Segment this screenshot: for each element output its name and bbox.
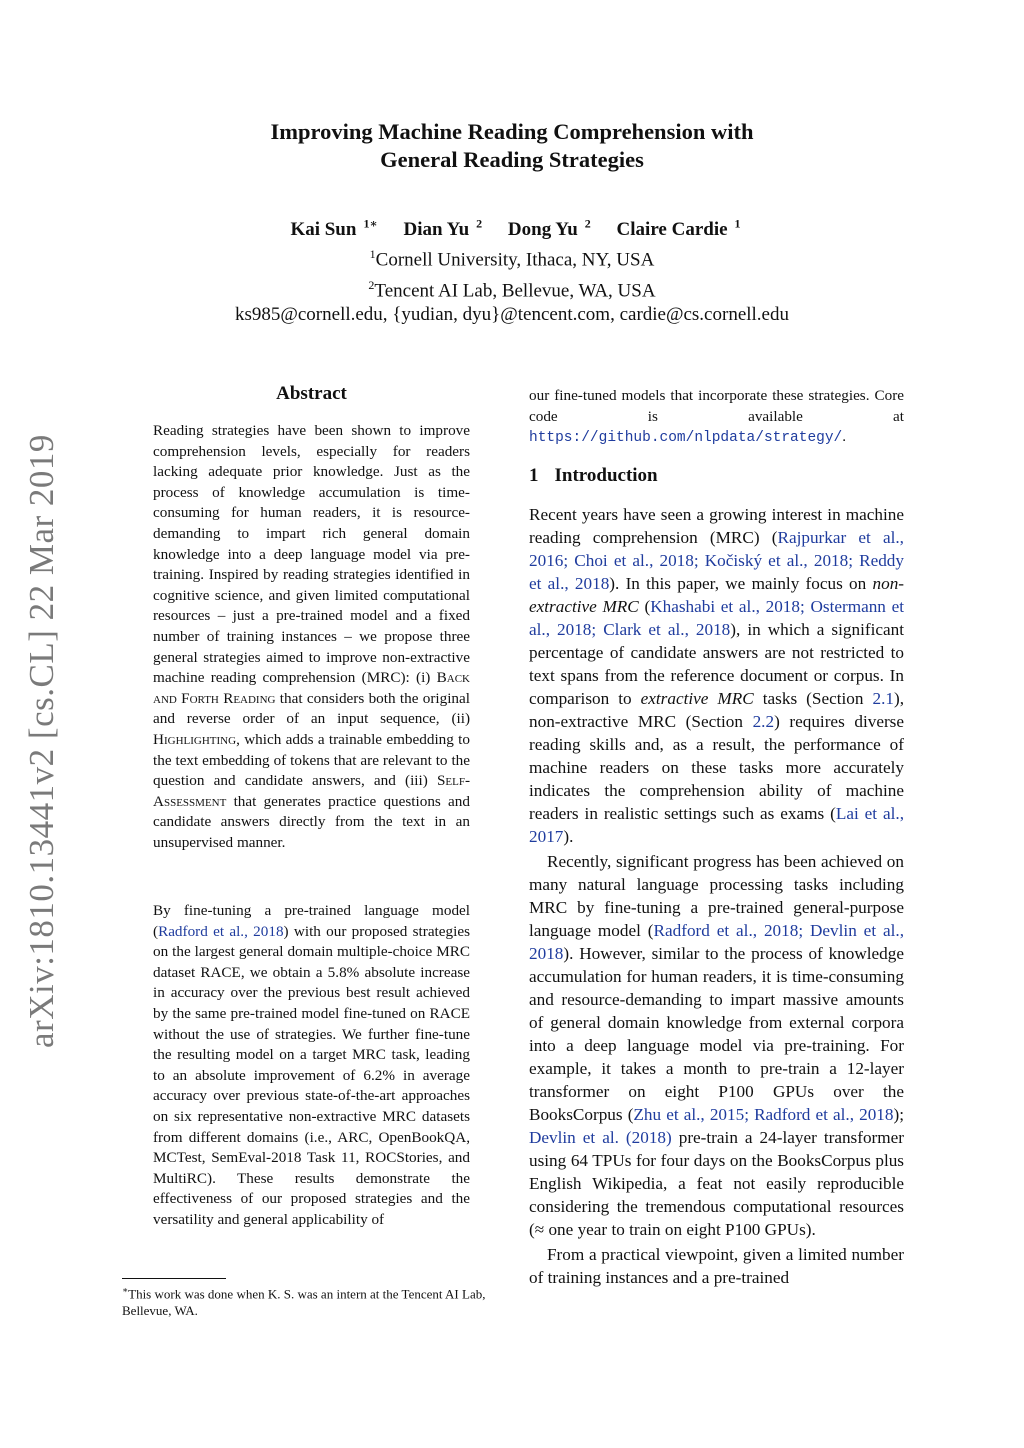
section-ref-link[interactable]: 2.1 [872, 689, 894, 708]
title-line-1: Improving Machine Reading Comprehension with [270, 119, 754, 144]
intro-paragraph-1: Recent years have seen a growing interest in machine reading comprehension (MRC) (Rajpurkar et al., 2016; Choi et al., 2018; Kočiský et al., 2018; Reddy et al., 2018). In this paper, we mainly focus on non-extractive MRC (Khashabi et al., 2018; Ostermann et al., 2018; Clark et al., 2018), in which a significant percentage of candidate answers are not restricted to text spans from the reference document or corpus. In comparison to extractive MRC tasks (Section 2.1), non-extractive MRC (Section 2.2) requires diverse reading skills and, as a result, the performance of machine readers on these tasks more accurately indicates the comprehension ability of machine readers in realistic settings such as exams (Lai et al., 2017). [529, 505, 905, 846]
intro-paragraph-2: Recently, significant progress has been achieved on many natural language processing tasks including MRC by fine-tuning a pre-trained general-purpose language model (Radford et al., 2018; Devlin et al., 2018). However, similar to the process of knowledge accumulation for human readers, it is time-consuming and resource-demanding to impart massive amounts of general domain knowledge from external corpora into a deep language model via pre-training. For example, it takes a month to pre-train a 12-layer transformer on eight P100 GPUs over the BooksCorpus (Zhu et al., 2015; Radford et al., 2018); Devlin et al. (2018) pre-train a 24-layer transformer using 64 TPUs for four days on the BooksCorpus plus English Wikipedia, a feat not easily reproducible considering the tremendous computational resources (≈ one year to train on eight P100 GPUs). [529, 852, 904, 1239]
affiliation-2: $^2$Tencent AI Lab, Bellevue, WA, USA [368, 277, 656, 301]
abstract-body-part-2 [153, 901, 470, 1231]
citation-link[interactable]: Zhu et al., 2015; Radford et al., 2018 [633, 1105, 894, 1124]
citation-link[interactable]: Rajpurkar et al., 2016; Choi et al., 2018; Kočiský et al., 2018; Reddy et al., 2018 [529, 528, 904, 593]
abstract-continuation: our fine-tuned models that incorporate these strategies. Core code is available at https://github.com/nlpdata/strategy/. [529, 387, 904, 447]
author-affiliation-mark: 1∗ [363, 217, 378, 231]
abstract-heading: Abstract [276, 383, 347, 404]
strategy-name: Highlighting [153, 730, 237, 748]
author-name: Dong Yu [507, 219, 578, 241]
intro-paragraph-3: From a practical viewpoint, given a limited number of training instances and a pre-trained [529, 1245, 904, 1287]
citation-link[interactable]: Devlin et al. (2018) [529, 1128, 672, 1147]
introduction-body [529, 503, 904, 1289]
citation-link[interactable]: Radford et al., 2018 [158, 922, 284, 940]
footnote: ∗This work was done when K. S. was an intern at the Tencent AI Lab, Bellevue, WA. [122, 1285, 486, 1319]
author-emails: ks985@cornell.edu, {yudian, dyu}@tencent.com, cardie@cs.cornell.edu [234, 303, 789, 325]
author-affiliation-mark: 2 [584, 217, 591, 231]
arxiv-identifier: arXiv:1810.13441v2 [cs.CL] 22 Mar 2019 [22, 434, 61, 1048]
title-line-2: General Reading Strategies [380, 147, 644, 172]
citation-link[interactable]: Lai et al., 2017 [529, 804, 904, 846]
affiliation-1: $^1$Cornell University, Ithaca, NY, USA [369, 247, 655, 271]
author-block [0, 212, 1024, 327]
strategy-name: Back and Forth Reading [153, 669, 470, 707]
code-url-link[interactable]: https://github.com/nlpdata/strategy/ [529, 430, 843, 447]
section-ref-link[interactable]: 2.2 [752, 712, 775, 731]
footnote-rule [122, 1278, 226, 1279]
paper-title [0, 118, 1024, 174]
abstract-paragraph-2: By fine-tuning a pre-trained language model (Radford et al., 2018) with our proposed strategies on the largest general domain multiple-choice MRC dataset RACE, we obtain a 5.8% absolute increase in accuracy over the previous best result achieved by the same pre-trained model fine-tuned on RACE without the use of strategies. We further fine-tune the resulting model on a target MRC task, leading to an absolute improvement of 6.2% in average accuracy over previous state-of-the-art approaches on six representative non-extractive MRC datasets from different domains (i.e., ARC, OpenBookQA, MCTest, SemEval-2018 Task 11, ROCStories, and MultiRC). These results demonstrate the effectiveness of our proposed strategies and the versatility and general applicability of [153, 902, 470, 1228]
author-name: Kai Sun [290, 219, 357, 241]
author-names [0, 212, 1024, 242]
author-name: Dian Yu [403, 219, 470, 241]
section-heading-introduction: 1 Introduction [529, 465, 658, 486]
author-name: Claire Cardie [616, 219, 728, 241]
strategy-name: Self-Assessment [153, 772, 470, 810]
citation-link[interactable]: Radford et al., 2018; Devlin et al., 2018 [529, 921, 904, 963]
abstract-body [153, 421, 470, 853]
citation-link[interactable]: Khashabi et al., 2018; Ostermann et al., 2018; Clark et al., 2018 [529, 597, 904, 639]
author-affiliation-mark: 2 [476, 217, 483, 231]
abstract-paragraph-1: Reading strategies have been shown to improve comprehension levels, especially for readers lacking adequate prior knowledge. Just as the process of knowledge accumulation is time-consuming for human readers, it is resource-demanding to impart rich general domain knowledge into a deep language model via pre-training. Inspired by reading strategies identified in cognitive science, and given limited computational resources – just a pre-trained model and a fixed number of training instances – we propose three general strategies aimed to improve non-extractive machine reading comprehension (MRC): (i) Back and Forth Reading that considers both the original and reverse order of an input sequence, (ii) Highlighting, which adds a trainable embedding to the text embedding of tokens that are relevant to the question and candidate answers, and (iii) Self-Assessment that generates practice questions and candidate answers directly from the text in an unsupervised manner. [153, 422, 470, 851]
author-affiliation-mark: 1 [734, 217, 741, 231]
